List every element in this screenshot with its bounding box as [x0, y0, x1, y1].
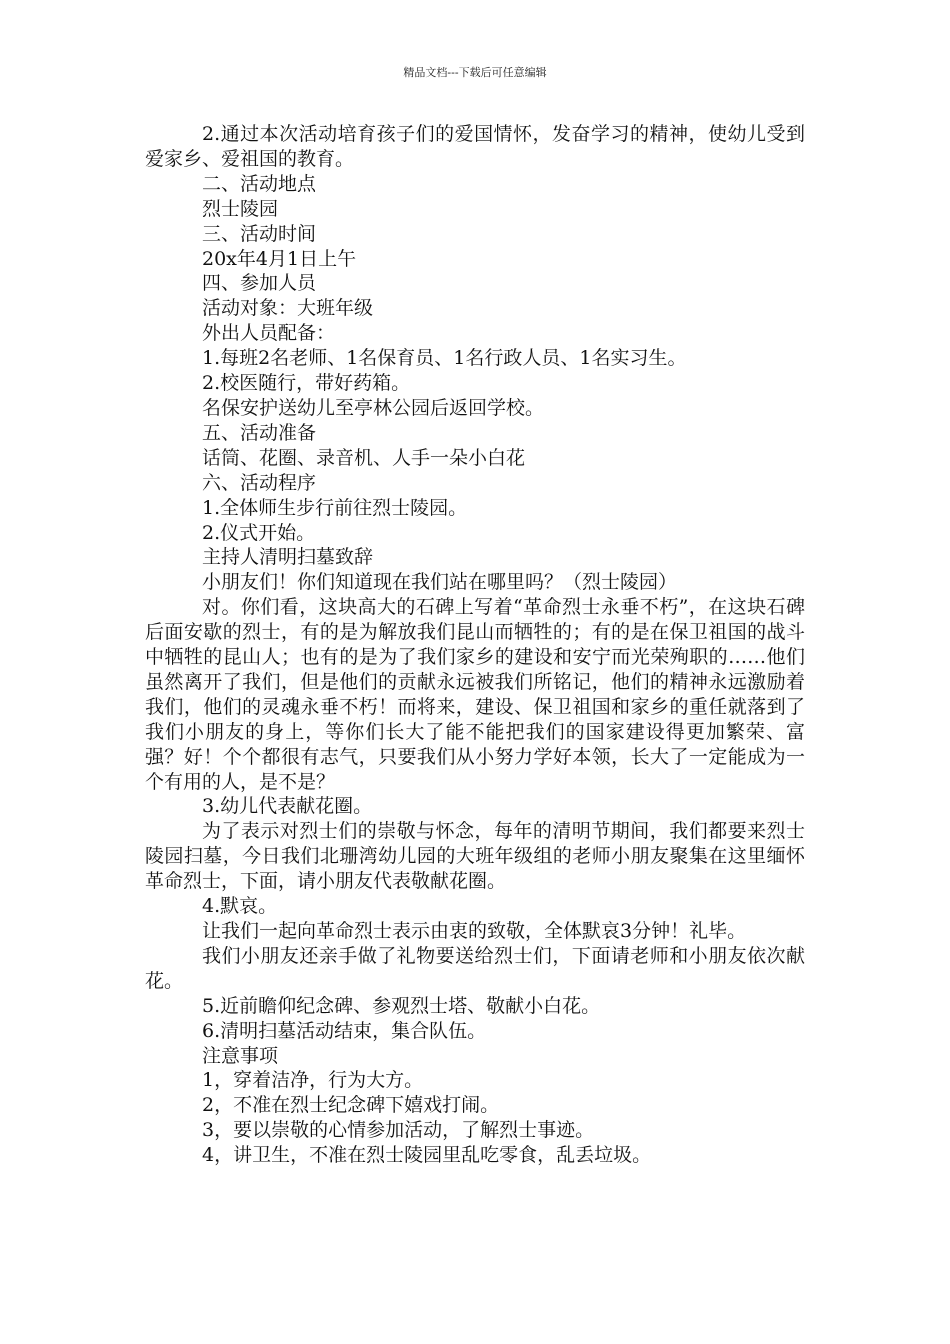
- paragraph-step-6: 6.清明扫墓活动结束，集合队伍。: [202, 1019, 487, 1042]
- heading-time: 三、活动时间: [202, 222, 317, 245]
- heading-procedure: 六、活动程序: [202, 471, 317, 494]
- heading-participants: 四、参加人员: [202, 272, 317, 295]
- paragraph-step-4: 4.默哀。: [202, 895, 278, 918]
- heading-location: 二、活动地点: [202, 172, 317, 195]
- page-header: 精品文档---下载后可任意编辑: [403, 66, 547, 79]
- paragraph-note-1: 1，穿着洁净，行为大方。: [202, 1069, 424, 1092]
- paragraph-location: 烈士陵园: [202, 197, 279, 220]
- paragraph-staff-3: 名保安护送幼儿至亭林公园后返回学校。: [202, 396, 545, 419]
- paragraph-host-question: 小朋友们！你们知道现在我们站在哪里吗？（烈士陵园）: [202, 571, 678, 594]
- paragraph-step-2: 2.仪式开始。: [202, 521, 316, 544]
- heading-preparation: 五、活动准备: [202, 421, 317, 444]
- paragraph-staff-1: 1.每班2名老师、1名保育员、1名行政人员、1名实习生。: [202, 347, 687, 370]
- paragraph-wreath: 为了表示对烈士们的崇敬与怀念，每年的清明节期间，我们都要来烈士陵园扫墓，今日我们北珊湾幼儿园的大班年级组的老师小朋友聚集在这里缅怀革命烈士，下面，请小朋友代表敬献花圈。: [145, 820, 805, 893]
- paragraph-host-speech-title: 主持人清明扫墓致辞: [202, 546, 374, 569]
- paragraph-target: 活动对象：大班年级: [202, 297, 374, 320]
- paragraph-step-3: 3.幼儿代表献花圈。: [202, 795, 373, 818]
- paragraph-staff-2: 2.校医随行，带好药箱。: [202, 372, 411, 395]
- paragraph-staff-title: 外出人员配备：: [202, 322, 336, 345]
- document-body: [145, 122, 805, 1168]
- paragraph-note-4: 4，讲卫生，不准在烈士陵园里乱吃零食，乱丢垃圾。: [202, 1144, 652, 1167]
- paragraph-host-speech: 对。你们看，这块高大的石碑上写着“革命烈士永垂不朽”，在这块石碑后面安歇的烈士，有的是为解放我们昆山而牺牲的；有的是在保卫祖国的战斗中牺牲的昆山人；也有的是为了我们家乡的建设和安宁而光荣殉职的……他们虽然离开了我们，但是他们的贡献永远被我们所铭记，他们的精神永远激励着我们，他们的灵魂永垂不朽！而将来，建设、保卫祖国和家乡的重任就落到了我们小朋友的身上，等你们长大了能不能把我们的国家建设得更加繁荣、富强？好！个个都很有志气，只要我们从小努力学好本领，长大了一定能成为一个有用的人，是不是？: [145, 596, 805, 793]
- paragraph-step-5: 5.近前瞻仰纪念碑、参观烈士塔、敬献小白花。: [202, 994, 601, 1017]
- paragraph-step-1: 1.全体师生步行前往烈士陵园。: [202, 496, 468, 519]
- paragraph-note-2: 2，不准在烈士纪念碑下嬉戏打闹。: [202, 1094, 500, 1117]
- paragraph-goal-2: 2.通过本次活动培育孩子们的爱国情怀，发奋学习的精神，使幼儿受到爱家乡、爱祖国的教育。: [145, 123, 805, 170]
- paragraph-note-3: 3，要以崇敬的心情参加活动，了解烈士事迹。: [202, 1119, 595, 1142]
- heading-notes: 注意事项: [202, 1044, 279, 1067]
- paragraph-preparation: 话筒、花圈、录音机、人手一朵小白花: [202, 446, 526, 469]
- paragraph-gifts: 我们小朋友还亲手做了礼物要送给烈士们，下面请老师和小朋友依次献花。: [145, 944, 805, 992]
- paragraph-time: 20x年4月1日上午: [202, 247, 357, 270]
- paragraph-silence: 让我们一起向革命烈士表示由衷的致敬，全体默哀3分钟！礼毕。: [202, 920, 747, 942]
